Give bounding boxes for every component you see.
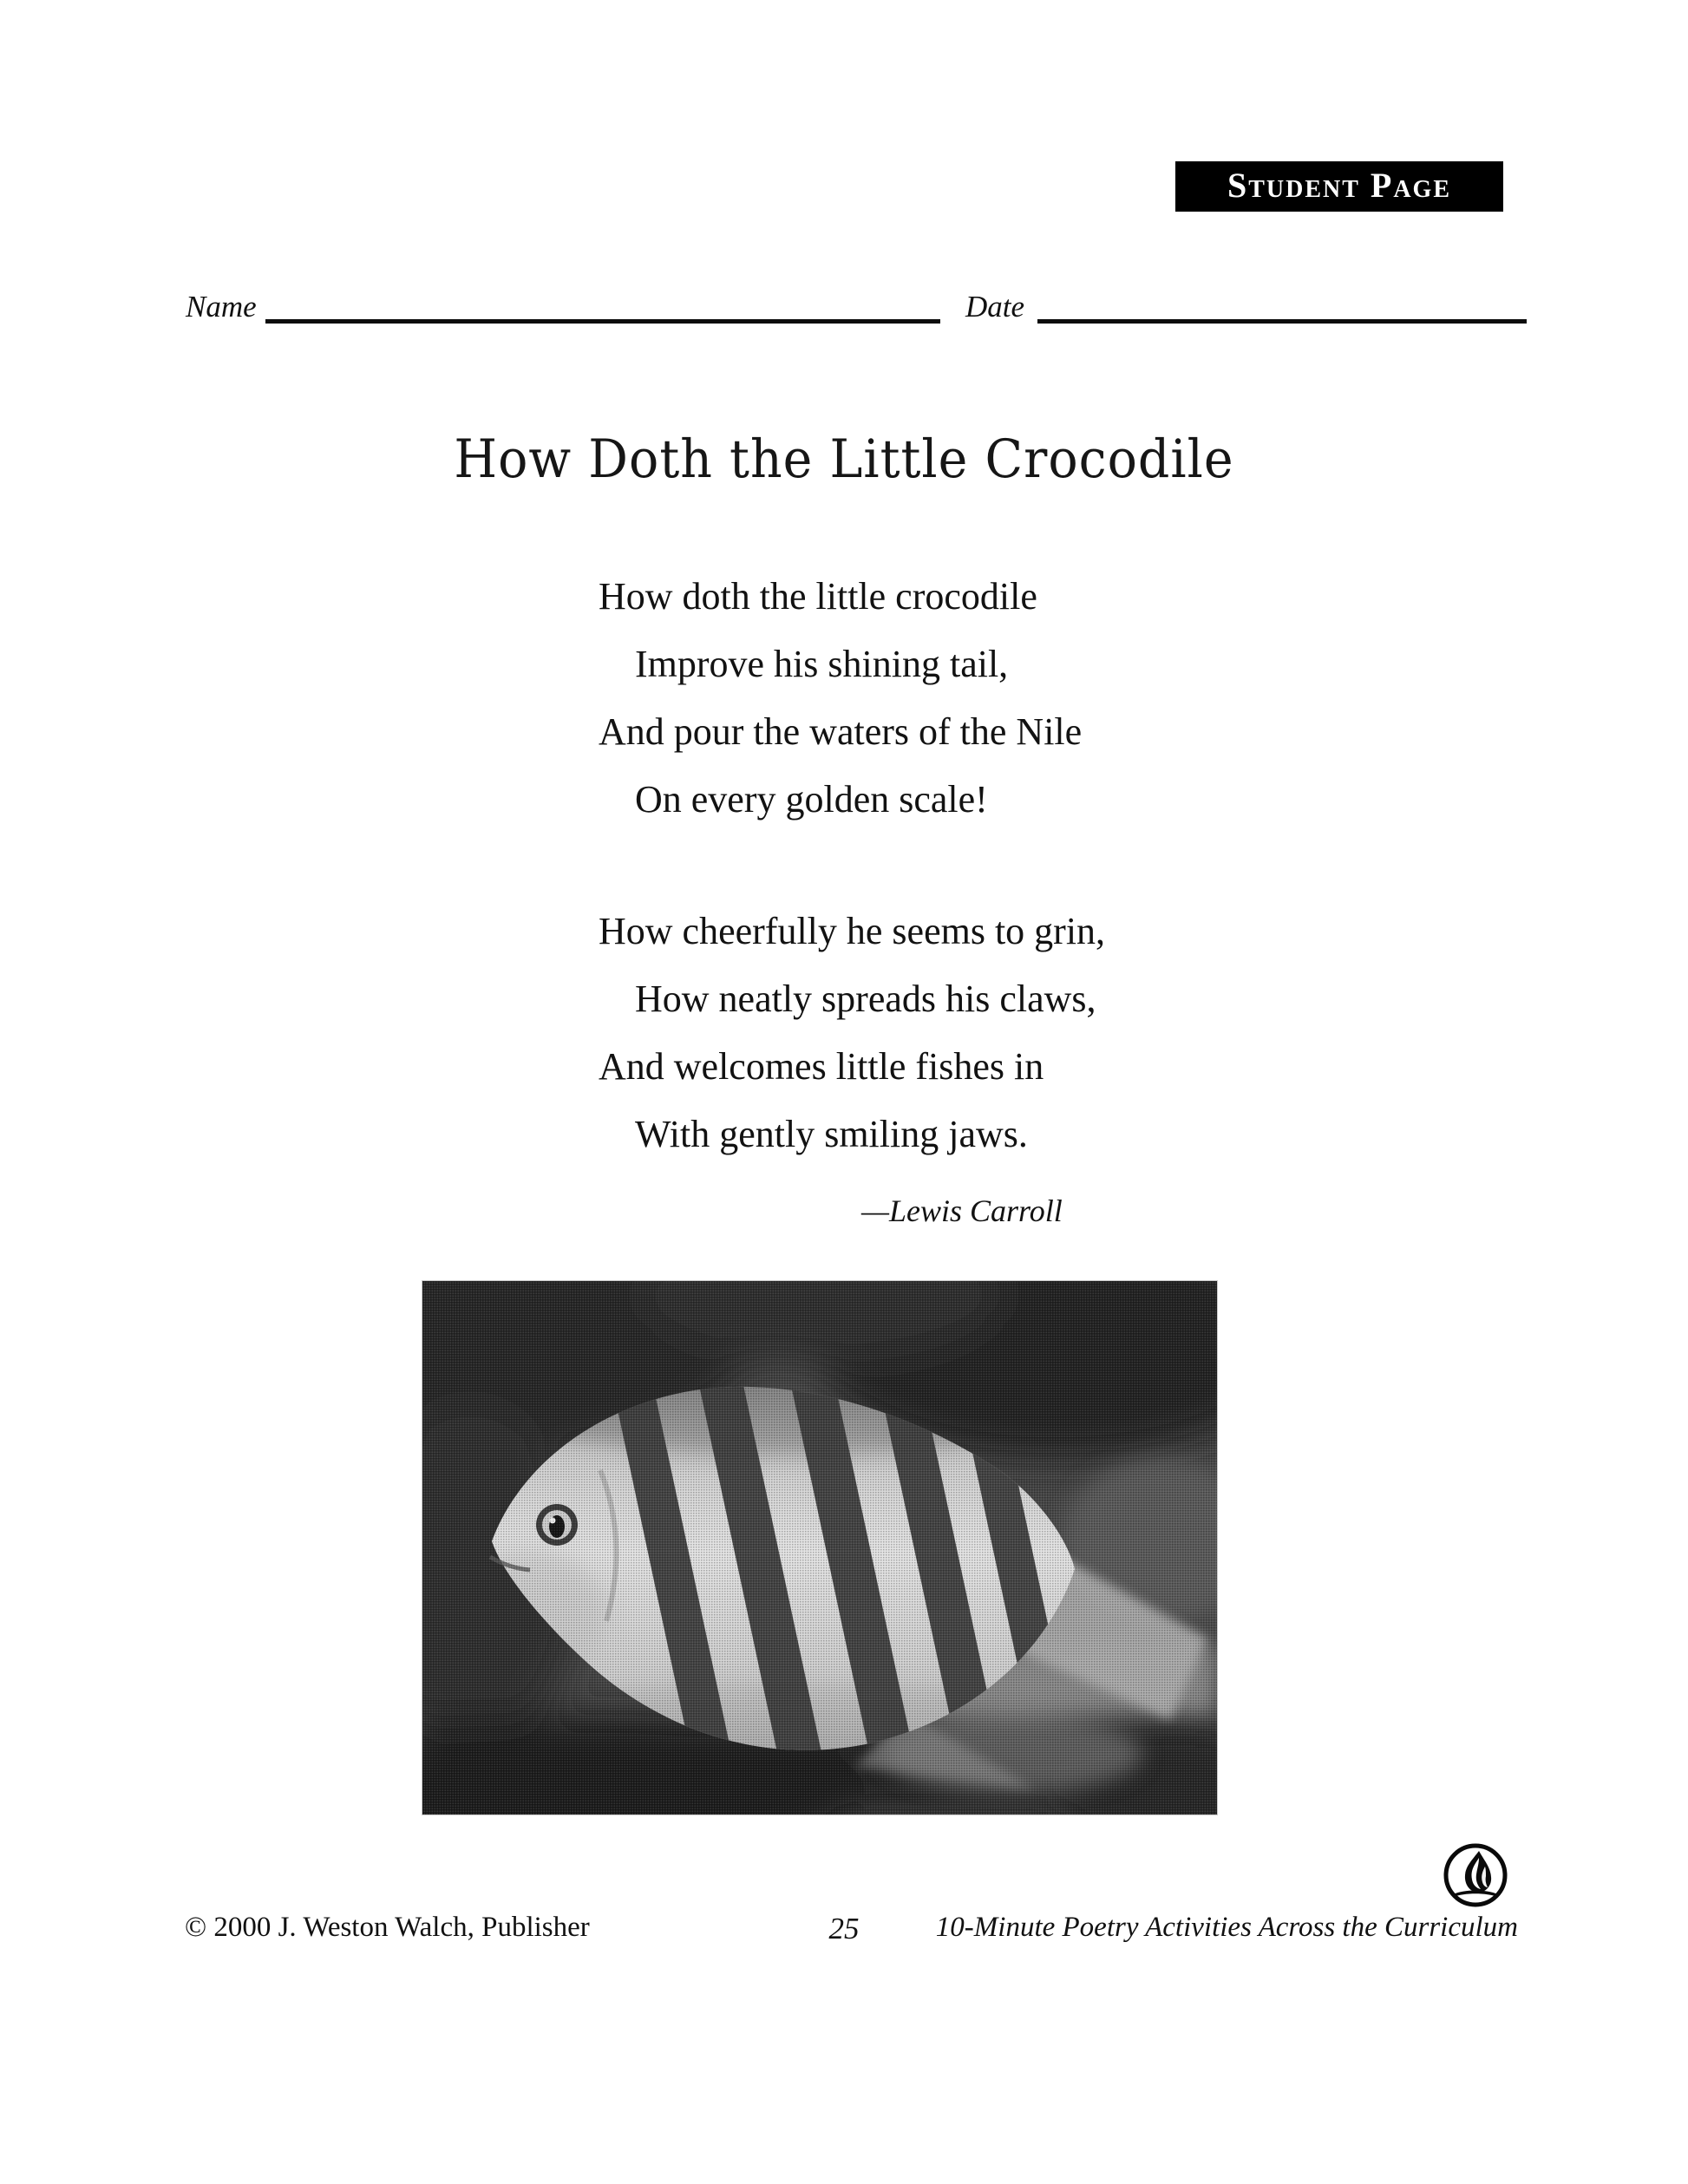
student-page-banner bbox=[1175, 161, 1503, 212]
fish-illustration bbox=[422, 1281, 1217, 1815]
poem-line: And pour the waters of the Nile bbox=[599, 710, 1083, 753]
fish-photo bbox=[422, 1281, 1217, 1815]
poem-line: Improve his shining tail, bbox=[635, 643, 1009, 685]
poem-attribution: —Lewis Carroll bbox=[861, 1193, 1063, 1228]
date-label: Date bbox=[965, 290, 1025, 324]
poem-line: On every golden scale! bbox=[635, 778, 988, 821]
poem-line: With gently smiling jaws. bbox=[635, 1113, 1028, 1155]
poem-line: And welcomes little fishes in bbox=[599, 1045, 1044, 1088]
footer-page-number: 25 bbox=[828, 1912, 860, 1945]
poem-line: How cheerfully he seems to grin, bbox=[599, 910, 1106, 952]
name-blank-line bbox=[265, 319, 940, 324]
date-blank-line bbox=[1037, 319, 1527, 324]
name-label: Name bbox=[186, 290, 257, 324]
flame-logo-icon bbox=[1441, 1841, 1510, 1910]
poem-title: How Doth the Little Crocodile bbox=[454, 429, 1234, 490]
poem-line: How doth the little crocodile bbox=[599, 575, 1037, 618]
footer-book-title: 10-Minute Poetry Activities Across the Curriculum bbox=[935, 1912, 1518, 1943]
publisher-logo bbox=[1441, 1841, 1510, 1910]
poem-line: How neatly spreads his claws, bbox=[635, 978, 1096, 1020]
footer-copyright: © 2000 J. Weston Walch, Publisher bbox=[185, 1912, 590, 1943]
student-page-banner-label: Student Page bbox=[1227, 166, 1452, 205]
